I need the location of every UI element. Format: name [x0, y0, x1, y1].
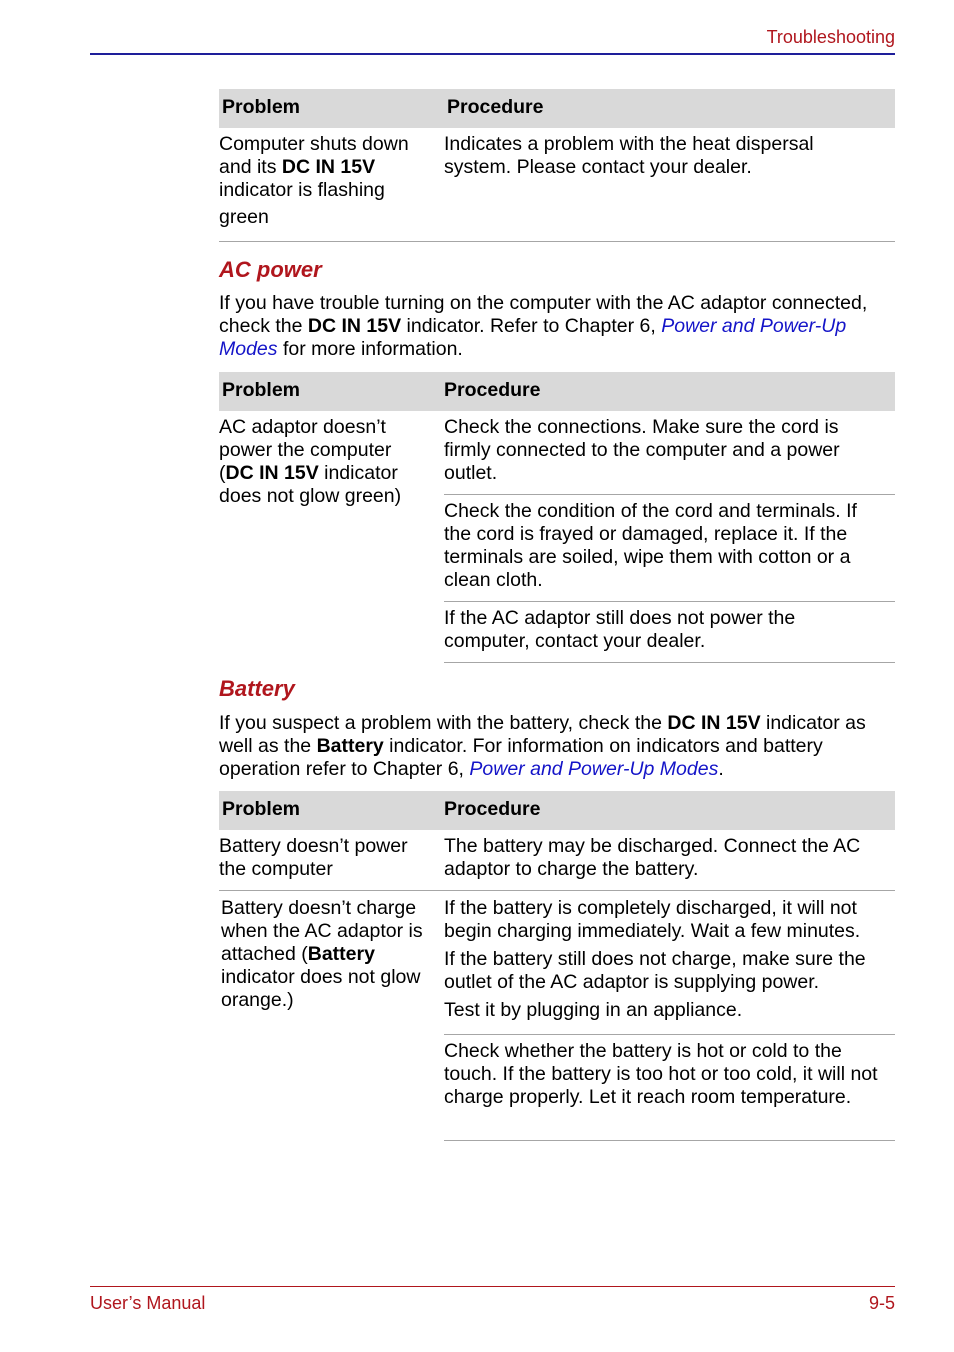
- row-divider: [444, 662, 895, 663]
- table-header: [219, 89, 895, 128]
- procedure-cell: Check the condition of the cord and terminals. If the cord is frayed or damaged, replace it. If the terminals are soiled, wipe them with cotton or a clean cloth.: [444, 500, 857, 591]
- procedure-cell: The battery may be discharged. Connect the AC adaptor to charge the battery.: [444, 835, 861, 880]
- problem-cell: Battery doesn’t charge when the AC adaptor is attached (Battery indicator does not glow orange.): [221, 897, 423, 1011]
- link-power-modes[interactable]: Power and Power-Up Modes: [469, 758, 719, 780]
- section-title-battery: Battery: [219, 676, 295, 701]
- row-divider: [219, 890, 895, 891]
- row-divider: [219, 241, 895, 242]
- battery-intro: If you suspect a problem with the battery, check the DC IN 15V indicator as well as the Battery indicator. For information on indicators and battery operation refer to Chapter 6, Power and Power-Up Modes.: [219, 712, 866, 780]
- problem-cell: Computer shuts down and its DC IN 15V indicator is flashing green: [219, 133, 409, 228]
- footer-rule: [90, 1286, 895, 1287]
- footer-manual-title: User’s Manual: [90, 1293, 206, 1313]
- table-header: [219, 372, 895, 411]
- header-rule: [90, 53, 895, 55]
- page-number: 9-5: [868, 1293, 895, 1313]
- ac-power-intro: If you have trouble turning on the computer with the AC adaptor connected, check the DC IN 15V indicator. Refer to Chapter 6, Power and Power-Up Modes for more information.: [219, 292, 868, 360]
- section-title-ac-power: AC power: [219, 257, 322, 282]
- procedure-cell: If the AC adaptor still does not power the computer, contact your dealer.: [444, 607, 796, 652]
- link-power-modes[interactable]: Power and Power-Up Modes: [219, 315, 847, 360]
- row-divider: [444, 1034, 895, 1035]
- running-header: Troubleshooting: [766, 27, 895, 47]
- header-problem: Problem: [222, 379, 301, 401]
- header-procedure: Procedure: [444, 379, 541, 401]
- row-divider: [444, 494, 895, 495]
- problem-cell: AC adaptor doesn’t power the computer (DC IN 15V indicator does not glow green): [219, 416, 402, 507]
- table-header: [219, 791, 895, 830]
- procedure-cell: Check whether the battery is hot or cold to the touch. If the battery is too hot or too cold, it will not charge properly. Let it reach room temperature.: [444, 1040, 878, 1108]
- row-divider: [444, 601, 895, 602]
- procedure-cell: If the battery is completely discharged, it will not begin charging immediately. Wait a few minutes. If the battery still does not charge, make sure the outlet of the AC adaptor is supplying power. Test it by plugging in an appliance.: [444, 897, 866, 1021]
- header-problem: Problem: [222, 798, 301, 820]
- row-divider: [444, 1140, 895, 1141]
- problem-cell: Battery doesn’t power the computer: [219, 835, 408, 880]
- header-procedure: Procedure: [444, 798, 541, 820]
- procedure-cell: Indicates a problem with the heat dispersal system. Please contact your dealer.: [444, 133, 814, 178]
- procedure-cell: Check the connections. Make sure the cord is firmly connected to the computer and a power outlet.: [444, 416, 840, 484]
- header-problem: Problem: [222, 96, 301, 118]
- header-procedure: Procedure: [447, 96, 544, 118]
